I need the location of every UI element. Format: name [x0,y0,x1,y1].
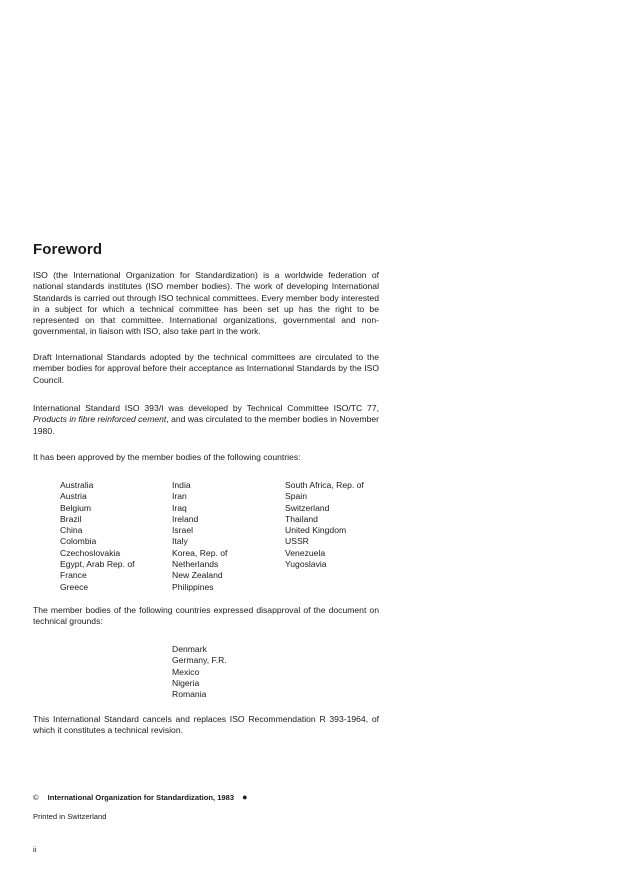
country-item: Romania [172,689,207,700]
country-item: Netherlands [172,559,219,570]
committee-subject-title: Products in fibre reinforced cement [33,414,167,425]
country-item: Iraq [172,502,187,513]
country-item: Denmark [172,644,207,654]
country-item: India [172,480,191,490]
printed-location: Printed in Switzerland [33,812,107,821]
countries-column-3 [285,480,400,570]
disapproving-countries-list [172,644,227,700]
paragraph-approval: It has been approved by the member bodies of the following countries: [33,452,301,462]
country-item: United Kingdom [285,525,347,536]
countries-column-1 [60,480,175,593]
copyright-text: International Organization for Standardization, 1983 [47,793,235,802]
country-item: Thailand [285,513,318,524]
country-item: Czechoslovakia [60,547,121,558]
country-item: Ireland [172,513,199,524]
country-item: Germany, F.R. [172,655,227,666]
paragraph-disapproval: The member bodies of the following countries expressed disapproval of the document on technical grounds: [33,605,379,627]
paragraph-standard-development [33,403,379,437]
country-item: Brazil [60,513,82,524]
country-item: Yugoslavia [285,559,327,570]
page-title: Foreword [33,241,103,258]
country-item: Venezuela [285,547,326,558]
country-item: USSR [285,536,309,547]
country-item: Australia [60,480,94,490]
paragraph-draft-standards: Draft International Standards adopted by the technical committees are circulated to the member bodies for approval before their acceptance as International Standards by the ISO Council. [33,352,379,385]
country-item: Italy [172,536,188,547]
country-item: Switzerland [285,502,330,513]
bullet-icon: ● [242,792,248,802]
country-item: Greece [60,581,89,592]
country-item: Israel [172,525,194,536]
country-item: Spain [285,491,307,502]
country-item: France [60,570,87,581]
country-item: Iran [172,491,187,502]
paragraph-text-post: , and was circulated to the member bodies in November 1980. [33,414,379,436]
country-item: Belgium [60,502,92,513]
copyright-notice [33,792,248,802]
country-item: Egypt, Arab Rep. of [60,559,135,570]
countries-column-2 [172,480,287,593]
country-item: South Africa, Rep. of [285,480,364,490]
paragraph-text-pre: International Standard ISO 393/I was developed by Technical Committee ISO/TC 77, [33,403,379,413]
page-number: ii [33,845,37,854]
paragraph-replacement: This International Standard cancels and replaces ISO Recommendation R 393-1964, of which it constitutes a technical revision. [33,714,379,736]
country-item: Mexico [172,666,200,677]
country-item: Colombia [60,536,97,547]
country-item: Nigeria [172,677,200,688]
country-item: Austria [60,491,87,502]
copyright-icon: © [33,793,39,802]
country-item: New Zealand [172,570,223,581]
country-item: Philippines [172,581,214,592]
country-item: Korea, Rep. of [172,547,228,558]
country-item: China [60,525,83,536]
paragraph-iso-intro: ISO (the International Organization for Standardization) is a worldwide federation of national standards institutes (ISO member bodies). The work of developing International Standards is carried out through ISO technical committees. Every member body interested in a subject for which a technical committee has been set up has the right to be represented on that committee. International organizations, governmental and non-governmental, in liaison with ISO, also take part in the work. [33,270,379,337]
